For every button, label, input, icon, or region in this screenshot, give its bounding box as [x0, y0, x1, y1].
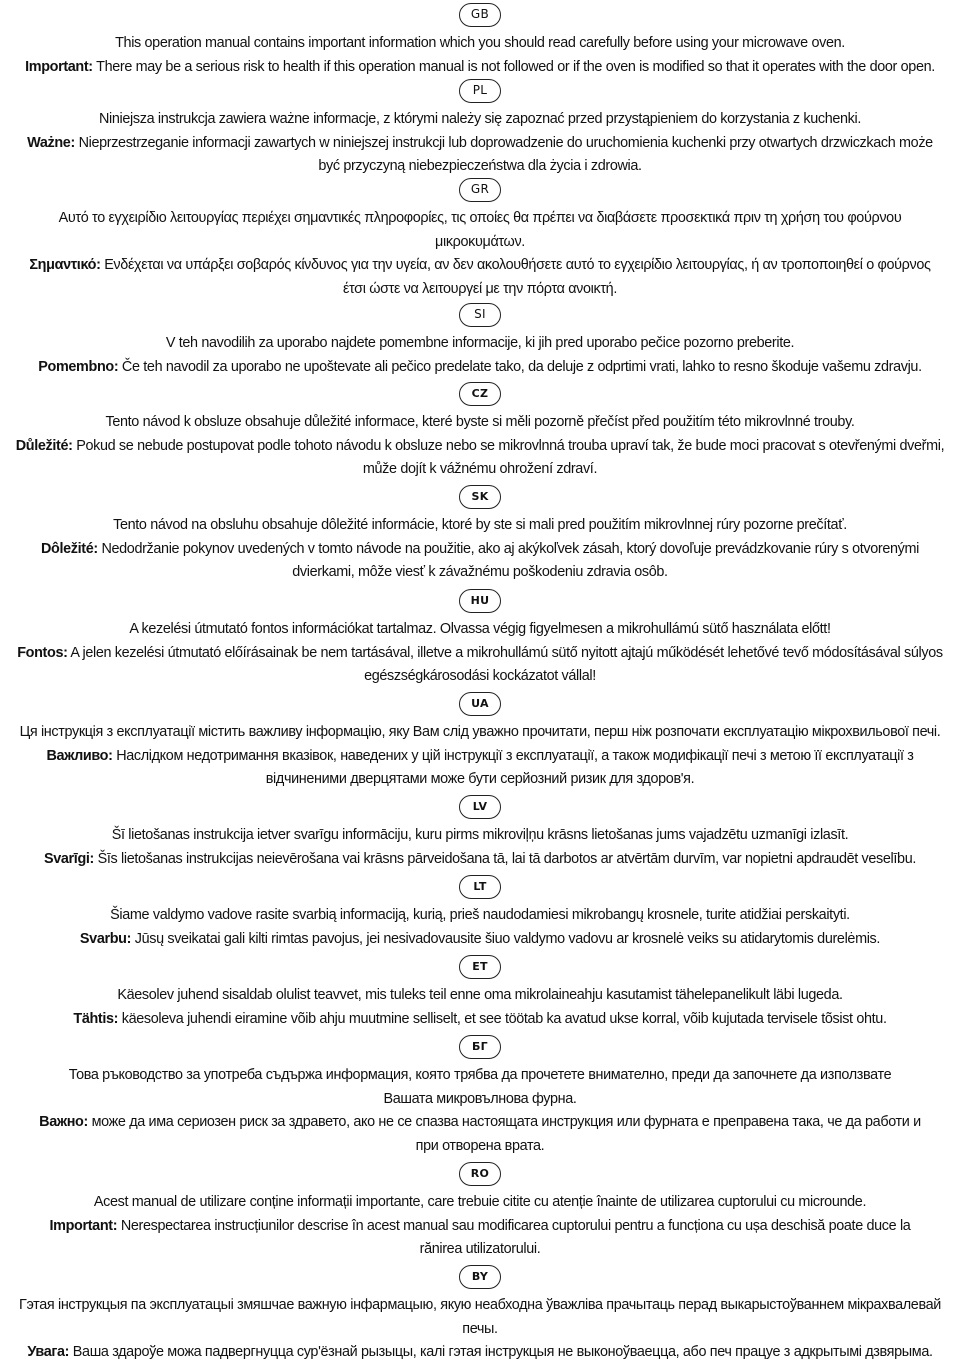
- important-label: Fontos:: [17, 644, 68, 661]
- important-text: Nieprzestrzeganie informacji zawartych w niniejszej instrukcji lub doprowadzenie do uruchomienia kuchenki przy otwartych drzwiczkach może być przyczyną niebezpieczeństwa dla życia i zdrowia.: [78, 134, 933, 174]
- important-label: Pomembno:: [38, 358, 119, 375]
- language-badge-wrap: [0, 955, 960, 979]
- important-label: Увага:: [27, 1344, 70, 1360]
- language-code-badge: CZ: [459, 382, 501, 406]
- important-text: може да има сериозен риск за здравето, ако не се спазва настоящата инструкция или фурната е преправена така, че да работи и при отворена врата.: [91, 1114, 921, 1154]
- important-text: Če teh navodil za uporabo ne upoštevate ali pečico predelate tako, da deluje z odprtimi vrati, lahko to resno škoduje vašemu zdravju.: [121, 358, 922, 375]
- section-by: [0, 1265, 960, 1365]
- important-label: Svarīgi:: [43, 850, 94, 867]
- info-text: Käesolev juhend sisaldab olulist teavvet, mis tuleks teil enne oma mikrolaineahju kasutamist tähelepanelikult läbi lugeda.: [117, 987, 843, 1003]
- info-text: A kezelési útmutató fontos információkat tartalmaz. Olvassa végig figyelmesen a mikrohullámú sütő használata előtt!: [129, 621, 831, 637]
- important-paragraph: [15, 642, 945, 689]
- important-label: Tähtis:: [73, 1010, 119, 1027]
- language-code-badge: LV: [459, 795, 501, 819]
- section-бг: [0, 1035, 960, 1158]
- section-et: [0, 955, 960, 1031]
- important-label: Важно:: [39, 1114, 88, 1130]
- important-label: Ważne:: [27, 134, 75, 151]
- language-badge-wrap: [0, 795, 960, 819]
- language-code-badge: RO: [459, 1162, 501, 1186]
- language-code-badge: GB: [459, 3, 501, 27]
- important-paragraph: [6, 56, 954, 80]
- important-paragraph: [6, 435, 954, 482]
- important-text: Nerespectarea instrucțiunilor descrise în acest manual sau modificarea cuptorului pentru a funcționa cu ușa deschisă poate duce la rănirea utilizatorului.: [120, 1217, 911, 1257]
- language-code-badge: SK: [459, 485, 501, 509]
- language-badge-wrap: [0, 485, 960, 509]
- language-code-badge: БГ: [459, 1035, 501, 1059]
- important-text: Ενδέχεται να υπάρξει σοβαρός κίνδυνος για την υγεία, αν δεν ακολουθήσετε αυτό το εγχειρίδιο λειτουργίας, ή αν τροποποιηθεί ο φούρνος έτσι ώστε να λειτουργεί με την πόρτα ανοικτή.: [104, 257, 931, 297]
- section-si: [0, 303, 960, 379]
- important-text: käesoleva juhendi eiramine võib ahju muutmine selliselt, et see töötab ka avatud ukse korral, võib kujutada tervisele tõsist ohtu.: [121, 1010, 887, 1027]
- section-ro: [0, 1162, 960, 1262]
- section-gb: [0, 3, 960, 79]
- section-cz: [0, 382, 960, 482]
- language-code-badge: SI: [459, 303, 501, 327]
- info-text: Šī lietošanas instrukcija ietver svarīgu informāciju, kuru pirms mikroviļņu krāsns lietošanas jums vajadzētu uzmanīgi izlasīt.: [111, 827, 849, 843]
- language-code-badge: UA: [459, 692, 501, 716]
- language-badge-wrap: [0, 692, 960, 716]
- language-code-badge: GR: [459, 178, 501, 202]
- important-paragraph: [30, 848, 930, 872]
- section-gr: [0, 178, 960, 301]
- info-text: Ця інструкція з експлуатації містить важливу інформацію, яку Вам слід уважно прочитати, перш ніж розпочати експлуатацію мікрохвильової печі.: [19, 724, 941, 740]
- important-paragraph: [6, 356, 954, 380]
- language-code-badge: LT: [459, 875, 501, 899]
- info-text: Niniejsza instrukcja zawiera ważne informacje, z którymi należy się zapoznać przed przystąpieniem do korzystania z kuchenki.: [98, 111, 862, 127]
- important-text: Nedodržanie pokynov uvedených v tomto návode na použitie, ako aj akýkoľvek zásah, ktorý dovoľuje prevádzkovanie rúry s otvorenými dvierkami, môže viesť k závažnému poškodeniu zdravia osôb.: [101, 540, 920, 580]
- important-label: Важливо:: [46, 747, 113, 764]
- language-code-badge: ET: [459, 955, 501, 979]
- important-text: There may be a serious risk to health if this operation manual is not followed or if the oven is modified so that it operates with the door open.: [96, 58, 935, 75]
- language-badge-wrap: [0, 875, 960, 899]
- info-text: This operation manual contains important information which you should read carefully before using your microwave oven.: [115, 35, 845, 51]
- language-badge-wrap: [0, 1035, 960, 1059]
- language-badge-wrap: [0, 303, 960, 327]
- important-text: Наслідком недотримання вказівок, наведених у цій інструкції з експлуатації, а також модифікації печі з метою її експлуатації з відчиненими дверцятами може бути серйозний ризик для здоров'я.: [116, 747, 914, 787]
- info-text: Šiame valdymo vadove rasite svarbią informaciją, kurią, prieš naudodamiesi mikrobangų krosnele, turite atidžiai perskaityti.: [110, 907, 850, 923]
- section-sk: [0, 485, 960, 585]
- section-lt: [0, 875, 960, 951]
- important-paragraph: [30, 1008, 930, 1032]
- info-text: Гэтая інструкцыя па эксплуатацыі змяшчае важную інфармацыю, якую неабходна ўважліва прачытаць перад выкарыстоўваннем мікрахвалевай печы.: [19, 1297, 941, 1337]
- language-badge-wrap: [0, 79, 960, 103]
- important-text: Ваша здароўе можа падвергнуцца сур'ёзнай рызыцы, калі гэтая інструкцыя не выконоўваецца, або печ працуе з адкрытымі дзвярыма.: [72, 1344, 933, 1360]
- important-label: Important:: [49, 1217, 118, 1234]
- section-lv: [0, 795, 960, 871]
- important-paragraph: [30, 928, 930, 952]
- language-badge-wrap: [0, 3, 960, 27]
- info-text: Acest manual de utilizare conține informații importante, care trebuie citite cu atenție înainte de utilizarea cuptorului cu microunde.: [93, 1194, 867, 1210]
- language-badge-wrap: [0, 1162, 960, 1186]
- important-label: Důležité:: [15, 437, 73, 454]
- info-text: V teh navodilih za uporabo najdete pomembne informacije, ki jih pred uporabo pečice pozorno preberite.: [165, 335, 795, 351]
- section-ua: [0, 692, 960, 792]
- info-text: Tento návod k obsluze obsahuje důležité informace, které byste si měli pozorně přečíst před použitím této mikrovlnné trouby.: [105, 414, 855, 430]
- info-text: Αυτό το εγχειρίδιο λειτουργίας περιέχει σημαντικές πληροφορίες, τις οποίες θα πρέπει να διαβάσετε προσεκτικά πριν τη χρήση του φούρνου μικροκυμάτων.: [58, 210, 902, 250]
- language-badge-wrap: [0, 1265, 960, 1289]
- important-paragraph: [6, 1341, 954, 1365]
- important-label: Σημαντικό:: [29, 257, 101, 273]
- important-paragraph: [6, 745, 954, 792]
- important-label: Dôležité:: [40, 540, 98, 557]
- important-paragraph: [20, 254, 940, 301]
- important-text: Jūsų sveikatai gali kilti rimtas pavojus, jei nesivadovausite šiuo valdymo vadovu ar krosnelė veiks su atidarytomis durelėmis.: [134, 930, 881, 947]
- language-code-badge: HU: [459, 589, 501, 613]
- important-text: Šīs lietošanas instrukcijas neievērošana vai krāsns pārveidošana tā, lai tā darbotos ar atvērtām durvīm, var nopietni apdraudēt veselību.: [97, 850, 916, 867]
- important-paragraph: [30, 1215, 930, 1262]
- language-badge-wrap: [0, 382, 960, 406]
- language-code-badge: BY: [459, 1265, 501, 1289]
- important-label: Svarbu:: [79, 930, 132, 947]
- info-text: Tento návod na obsluhu obsahuje dôležité informácie, ktoré by ste si mali pred použitím mikrovlnnej rúry pozorne prečítať.: [113, 517, 847, 533]
- important-paragraph: [30, 538, 930, 585]
- important-label: Important:: [25, 58, 93, 75]
- important-text: Pokud se nebude postupovat podle tohoto návodu k obsluze nebo se mikrovlnná trouba upraví tak, že bude moci pracovat s otevřenými dveřmi, může dojít k vážnému ohrožení zdraví.: [76, 437, 945, 477]
- section-pl: [0, 79, 960, 179]
- important-paragraph: [30, 1111, 930, 1158]
- important-paragraph: [15, 132, 945, 179]
- language-code-badge: PL: [459, 79, 501, 103]
- language-badge-wrap: [0, 178, 960, 202]
- important-text: A jelen kezelési útmutató előírásainak be nem tartásával, illetve a mikrohullámú sütő nyitott ajtajú működését lehetővé tevő módosításával súlyos egészségkárosodási kockázatot vállal!: [70, 644, 943, 684]
- section-hu: [0, 589, 960, 689]
- language-badge-wrap: [0, 589, 960, 613]
- info-text: Това ръководство за употреба съдържа информация, която трябва да прочетете внимателно, преди да започнете да използвате Вашата микровълнова фурна.: [68, 1067, 892, 1107]
